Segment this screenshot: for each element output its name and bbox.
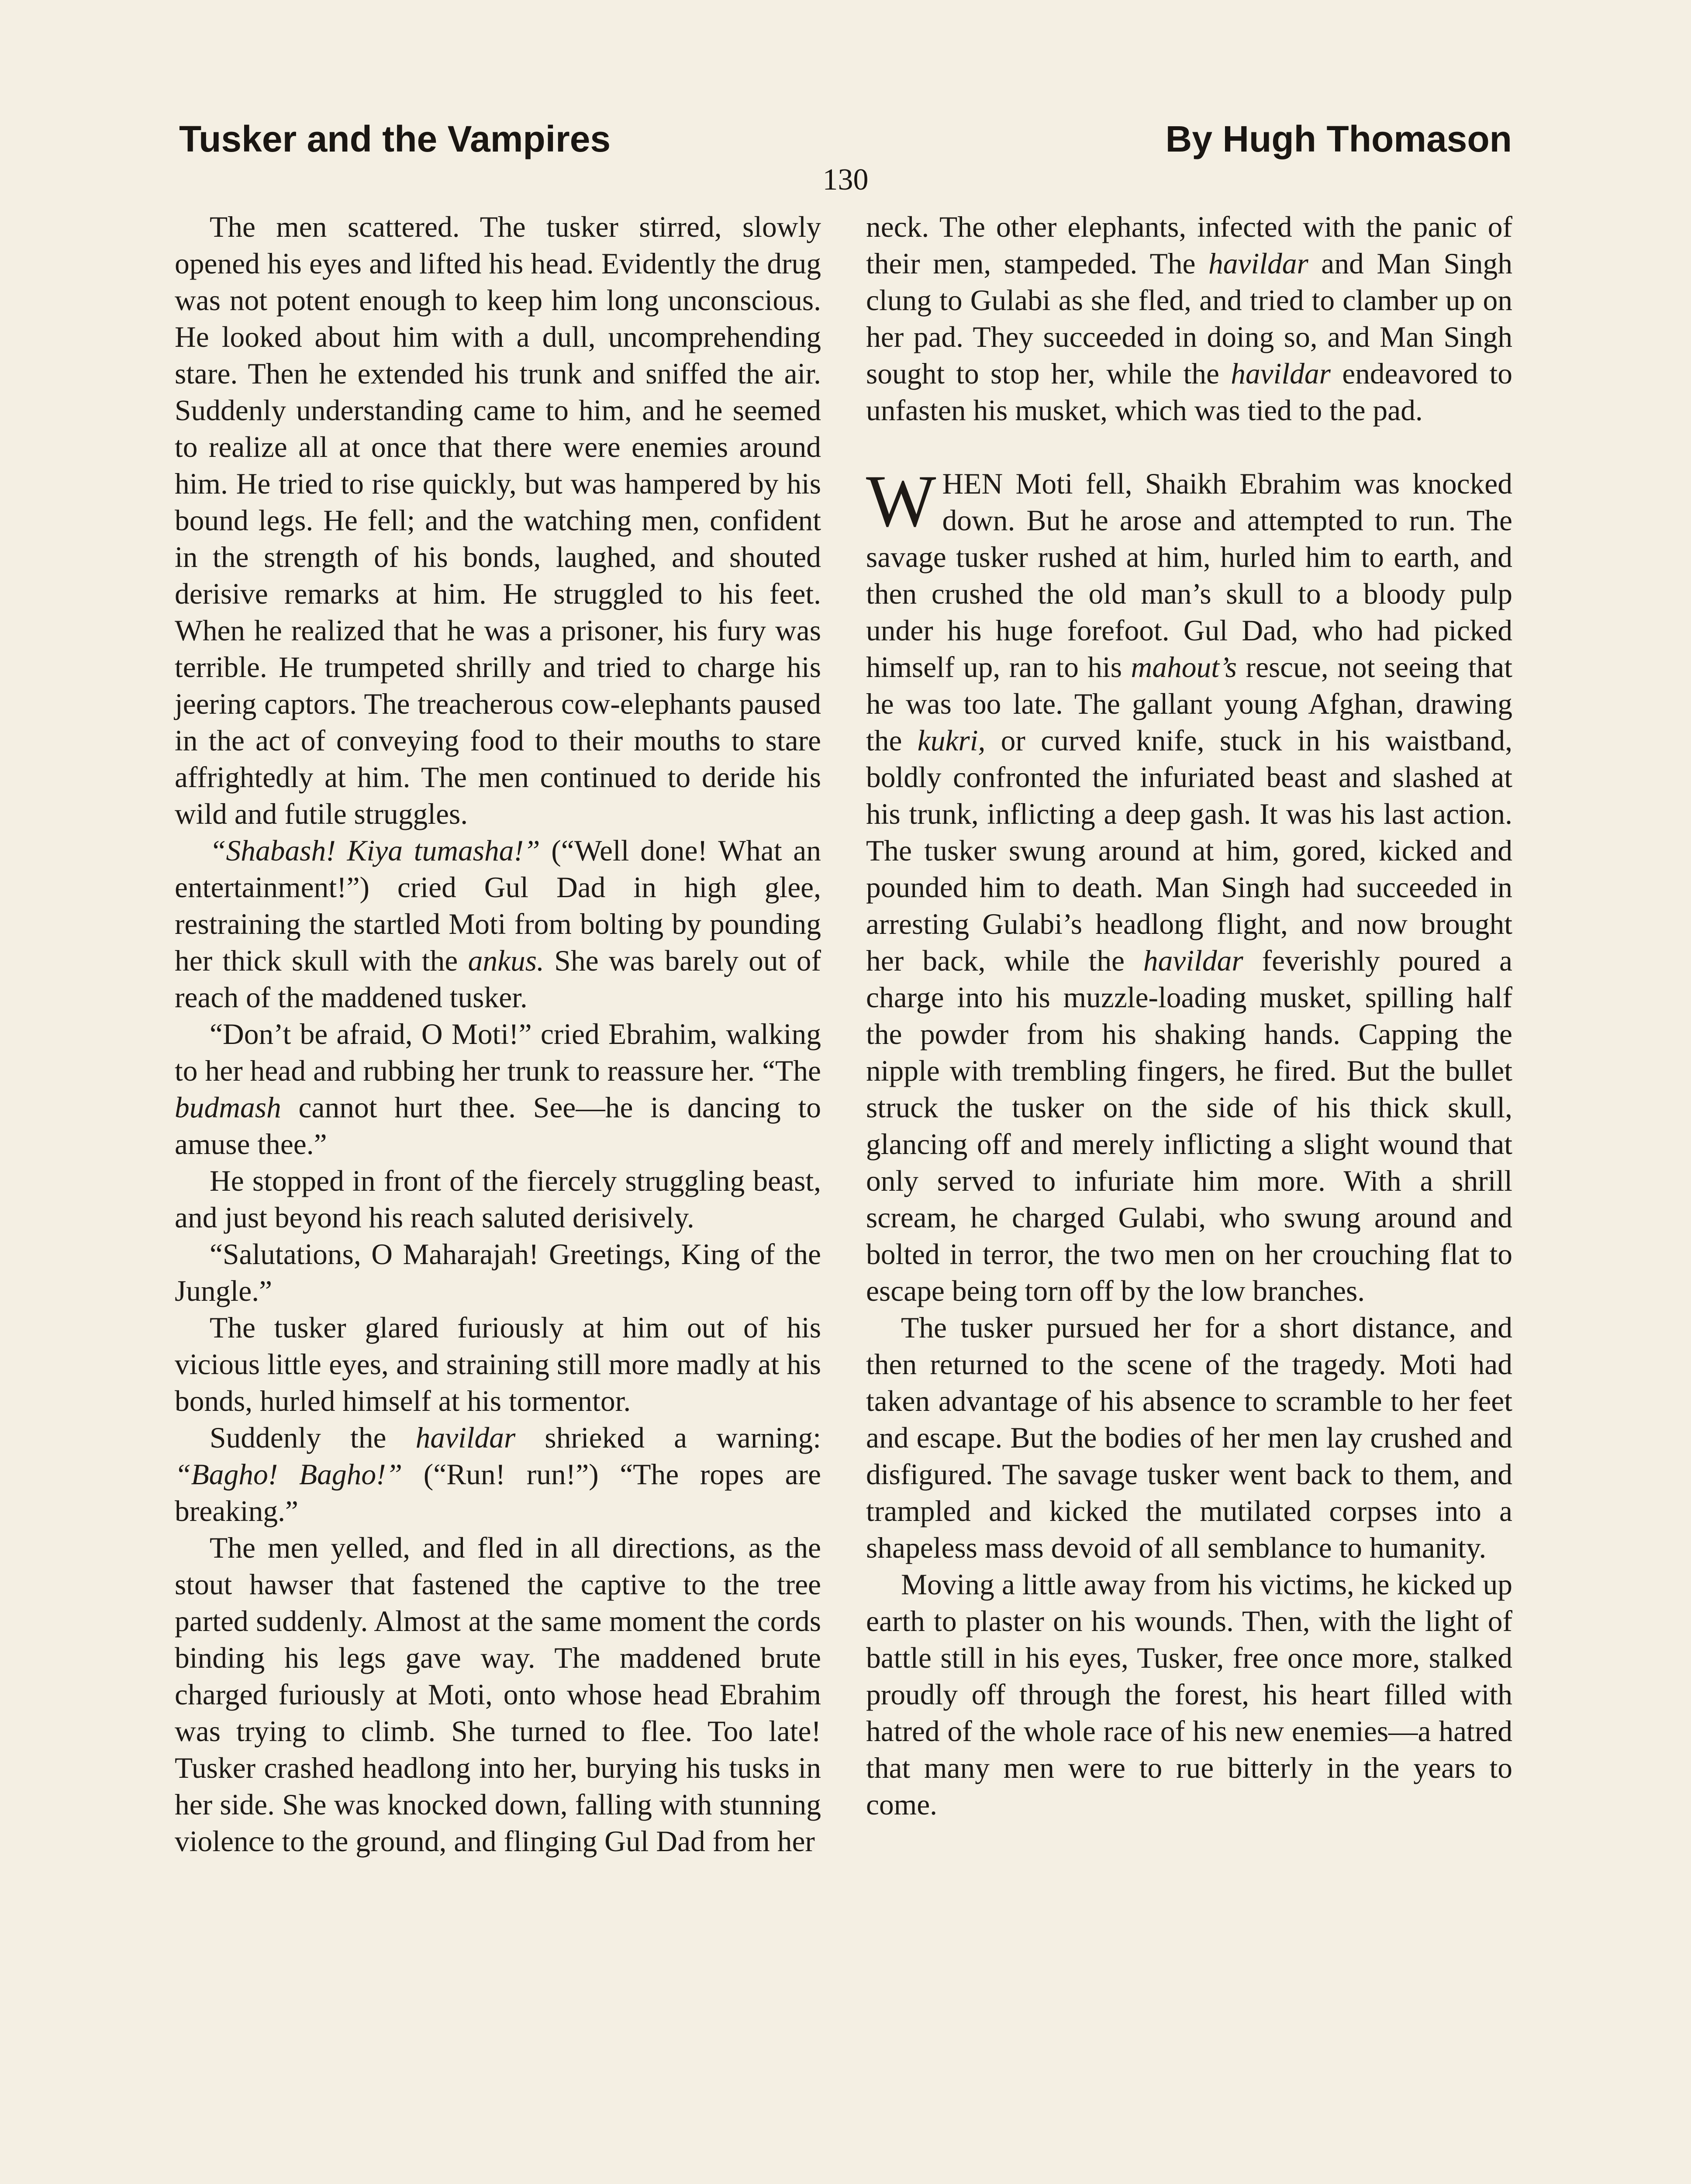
italic-text: havildar — [1208, 247, 1308, 280]
paragraph: WHEN Moti fell, Shaikh Ebrahim was knocked down. But he arose and attempted to run. The savage tusker rushed at him, hurled him to earth, and then crushed the old man’s skull to a bloody pulp under his huge forefoot. Gul Dad, who had picked himself up, ran to his mahout’s rescue, not seeing that he was too late. The gallant young Afghan, drawing the kukri, or curved knife, stuck in his waistband, boldly confronted the infuriated beast and slashed at his trunk, inflicting a deep gash. It was his last action. The tusker swung around at him, gored, kicked and pounded him to death. Man Singh had succeeded in arresting Gulabi’s headlong flight, and now brought her back, while the havildar feverishly poured a charge into his muzzle-loading musket, spilling half the powder from his shaking hands. Capping the nipple with trembling fingers, he fired. But the bullet struck the tusker on the side of his thick skull, glancing off and merely inflicting a slight wound that only served to infuriate him more. With a shrill scream, he charged Gulabi, who swung around and bolted in terror, the two men on her crouching flat to escape being torn off by the low branches. — [866, 460, 1513, 1307]
paragraph: Suddenly the havildar shrieked a warning: “Bagho! Bagho!” (“Run! run!”) “The ropes are breaking.” — [175, 1421, 821, 1527]
right-column — [866, 209, 1512, 1823]
paragraph: “Shabash! Kiya tumasha!” (“Well done! What an entertainment!”) cried Gul Dad in high glee, restraining the startled Moti from bolting by pounding her thick skull with the ankus. She was barely out of reach of the maddened tusker. — [175, 834, 821, 1014]
italic-text: havildar — [1143, 944, 1243, 977]
left-column — [175, 209, 821, 1860]
italic-text: havildar — [415, 1421, 516, 1454]
paragraph: “Salutations, O Maharajah! Greetings, King of the Jungle.” — [175, 1238, 821, 1307]
italic-text: kukri, — [917, 724, 986, 757]
italic-text: budmash — [175, 1091, 281, 1124]
italic-text: mahout’s — [1131, 651, 1237, 684]
story-title: Tusker and the Vampires — [179, 118, 611, 159]
italic-text: “Shabash! Kiya tumasha!” — [210, 834, 540, 867]
running-header — [179, 109, 1512, 166]
italic-text: havildar — [1231, 357, 1331, 390]
paragraph: He stopped in front of the fiercely struggling beast, and just beyond his reach saluted derisively. — [175, 1165, 821, 1234]
paragraph: The men scattered. The tusker stirred, slowly opened his eyes and lifted his head. Evidently the drug was not potent enough to keep him long unconscious. He looked about him with a dull, uncomprehending stare. Then he extended his trunk and sniffed the air. Suddenly understanding came to him, and he seemed to realize all at once that there were enemies around him. He tried to rise quickly, but was hampered by his bound legs. He fell; and the watching men, confident in the strength of his bonds, laughed, and shouted derisive remarks at him. He struggled to his feet. When he realized that he was a prisoner, his fury was terrible. He trumpeted shrilly and tried to charge his jeering captors. The treacherous cow-elephants paused in the act of conveying food to their mouths to stare affrightedly at him. The men continued to deride his wild and futile struggles. — [175, 211, 821, 830]
paragraph: “Don’t be afraid, O Moti!” cried Ebrahim, walking to her head and rubbing her trunk to reassure her. “The budmash cannot hurt thee. See—he is dancing to amuse thee.” — [175, 1018, 821, 1161]
paragraph: The tusker pursued her for a short distance, and then returned to the scene of the tragedy. Moti had taken advantage of his absence to scramble to her feet and escape. But the bodies of her men lay crushed and disfigured. The savage tusker went back to them, and trampled and kicked the mutilated corpses into a shapeless mass devoid of all semblance to humanity. — [866, 1311, 1512, 1564]
page-number: 130 — [822, 163, 869, 197]
italic-text: ankus. — [468, 944, 544, 977]
paragraph: neck. The other elephants, infected with the panic of their men, stampeded. The havildar and Man Singh clung to Gulabi as she fled, and tried to clamber up on her pad. They succeeded in doing so, and Man Singh sought to stop her, while the havildar endeavored to unfasten his musket, which was tied to the pad. — [866, 211, 1512, 427]
story-author: By Hugh Thomason — [1165, 118, 1512, 159]
drop-cap: W — [866, 460, 936, 542]
paragraph: The men yelled, and fled in all directions, as the stout hawser that fastened the captive to the tree parted suddenly. Almost at the same moment the cords binding his legs gave way. The maddened brute charged furiously at Moti, onto whose head Ebrahim was trying to climb. She turned to flee. Too late! Tusker crashed headlong into her, burying his tusks in her side. She was knocked down, falling with stunning violence to the ground, and flinging Gul Dad from her — [175, 1531, 821, 1858]
paragraph: The tusker glared furiously at him out of his vicious little eyes, and straining still more madly at his bonds, hurled himself at his tormentor. — [175, 1311, 821, 1417]
italic-text: “Bagho! Bagho!” — [175, 1458, 403, 1491]
paragraph: Moving a little away from his victims, he kicked up earth to plaster on his wounds. Then, with the light of battle still in his eyes, Tusker, free once more, stalked proudly off through the forest, his heart filled with hatred of the whole race of his new enemies—a hatred that many men were to rue bitterly in the years to come. — [866, 1568, 1512, 1821]
